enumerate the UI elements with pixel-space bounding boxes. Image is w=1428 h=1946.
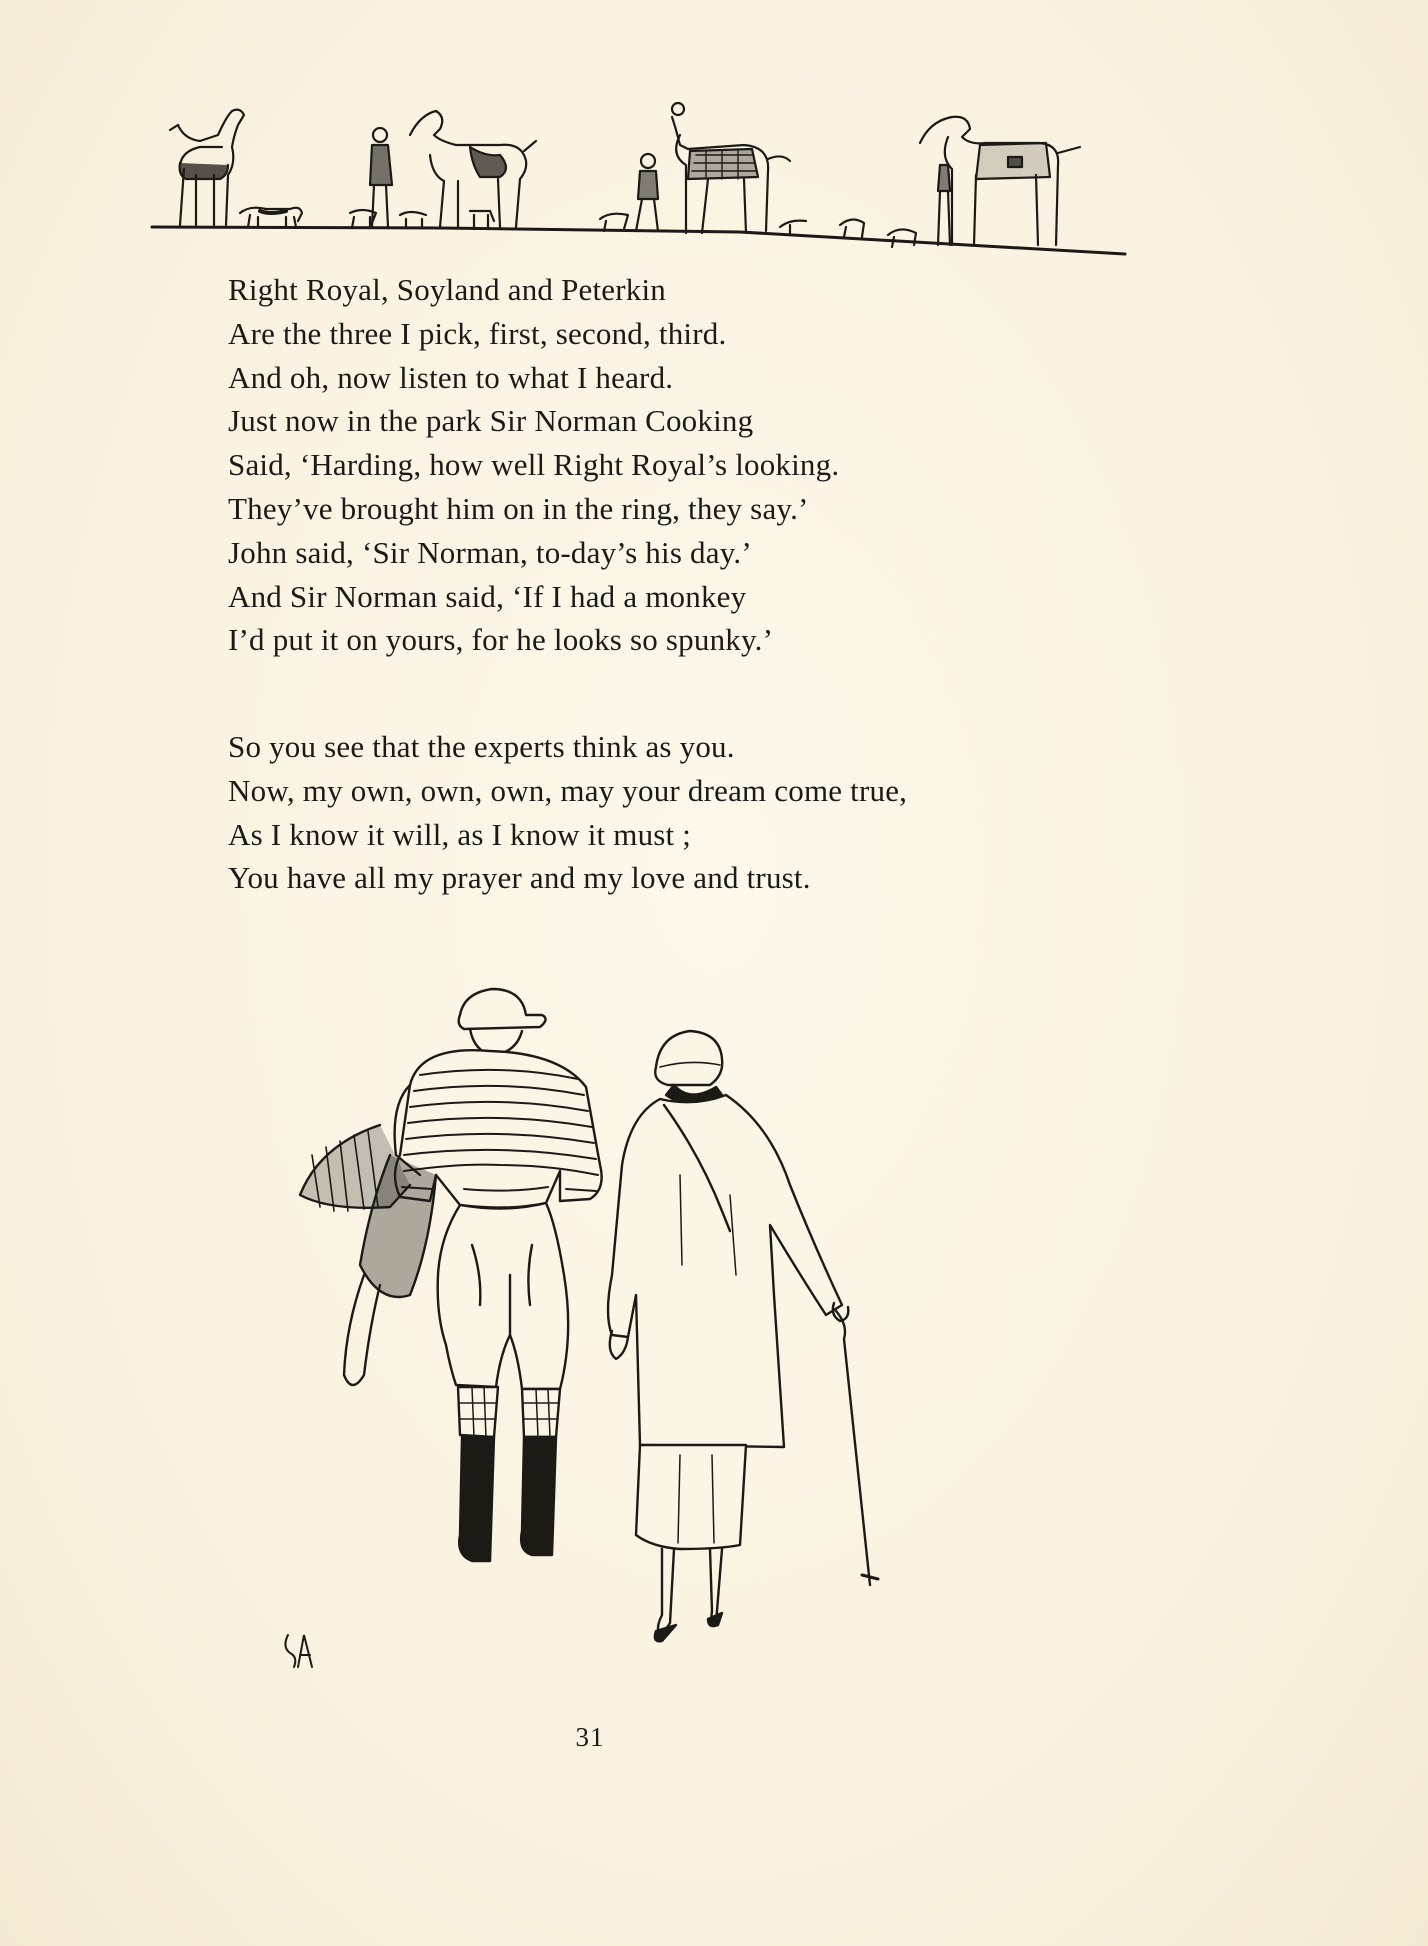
hound-icon	[240, 208, 302, 227]
horse-icon	[170, 110, 244, 225]
poem-line: Now, my own, own, own, may your dream come true,	[228, 772, 908, 808]
poem-line: I’d put it on yours, for he looks so spunky.’	[228, 622, 774, 658]
groom-figure-icon	[636, 154, 658, 231]
stanza-2	[228, 725, 1048, 900]
horse-icon	[672, 103, 790, 233]
stanza-1	[228, 268, 1048, 662]
horse-icon	[410, 111, 536, 227]
woman-figure-icon	[608, 1031, 878, 1641]
poem-line: Right Royal, Soyland and Peterkin	[228, 272, 666, 307]
poem-line: Just now in the park Sir Norman Cooking	[228, 403, 754, 439]
groom-figure-icon	[370, 128, 392, 227]
poem-line: As I know it will, as I know it must ;	[228, 816, 692, 852]
horses-frieze-illustration	[140, 95, 1130, 270]
poem-line: Said, ‘Harding, how well Right Royal’s looking.	[228, 447, 840, 483]
page-number: 31	[575, 1722, 605, 1752]
poem-line: John said, ‘Sir Norman, to-day’s his day.’	[228, 534, 752, 570]
artist-monogram-icon	[280, 1625, 320, 1675]
poem-line: Are the three I pick, first, second, third.	[228, 315, 727, 351]
jockey-figure-icon	[300, 989, 602, 1561]
poem-line: So you see that the experts think as you.	[228, 729, 735, 764]
poem-line: And oh, now listen to what I heard.	[228, 359, 674, 395]
poem-line: You have all my prayer and my love and trust.	[228, 860, 811, 896]
poem-line: And Sir Norman said, ‘If I had a monkey	[228, 578, 747, 614]
jockey-and-woman-illustration	[260, 975, 980, 1695]
poem-line: They’ve brought him on in the ring, they say.’	[228, 490, 809, 526]
